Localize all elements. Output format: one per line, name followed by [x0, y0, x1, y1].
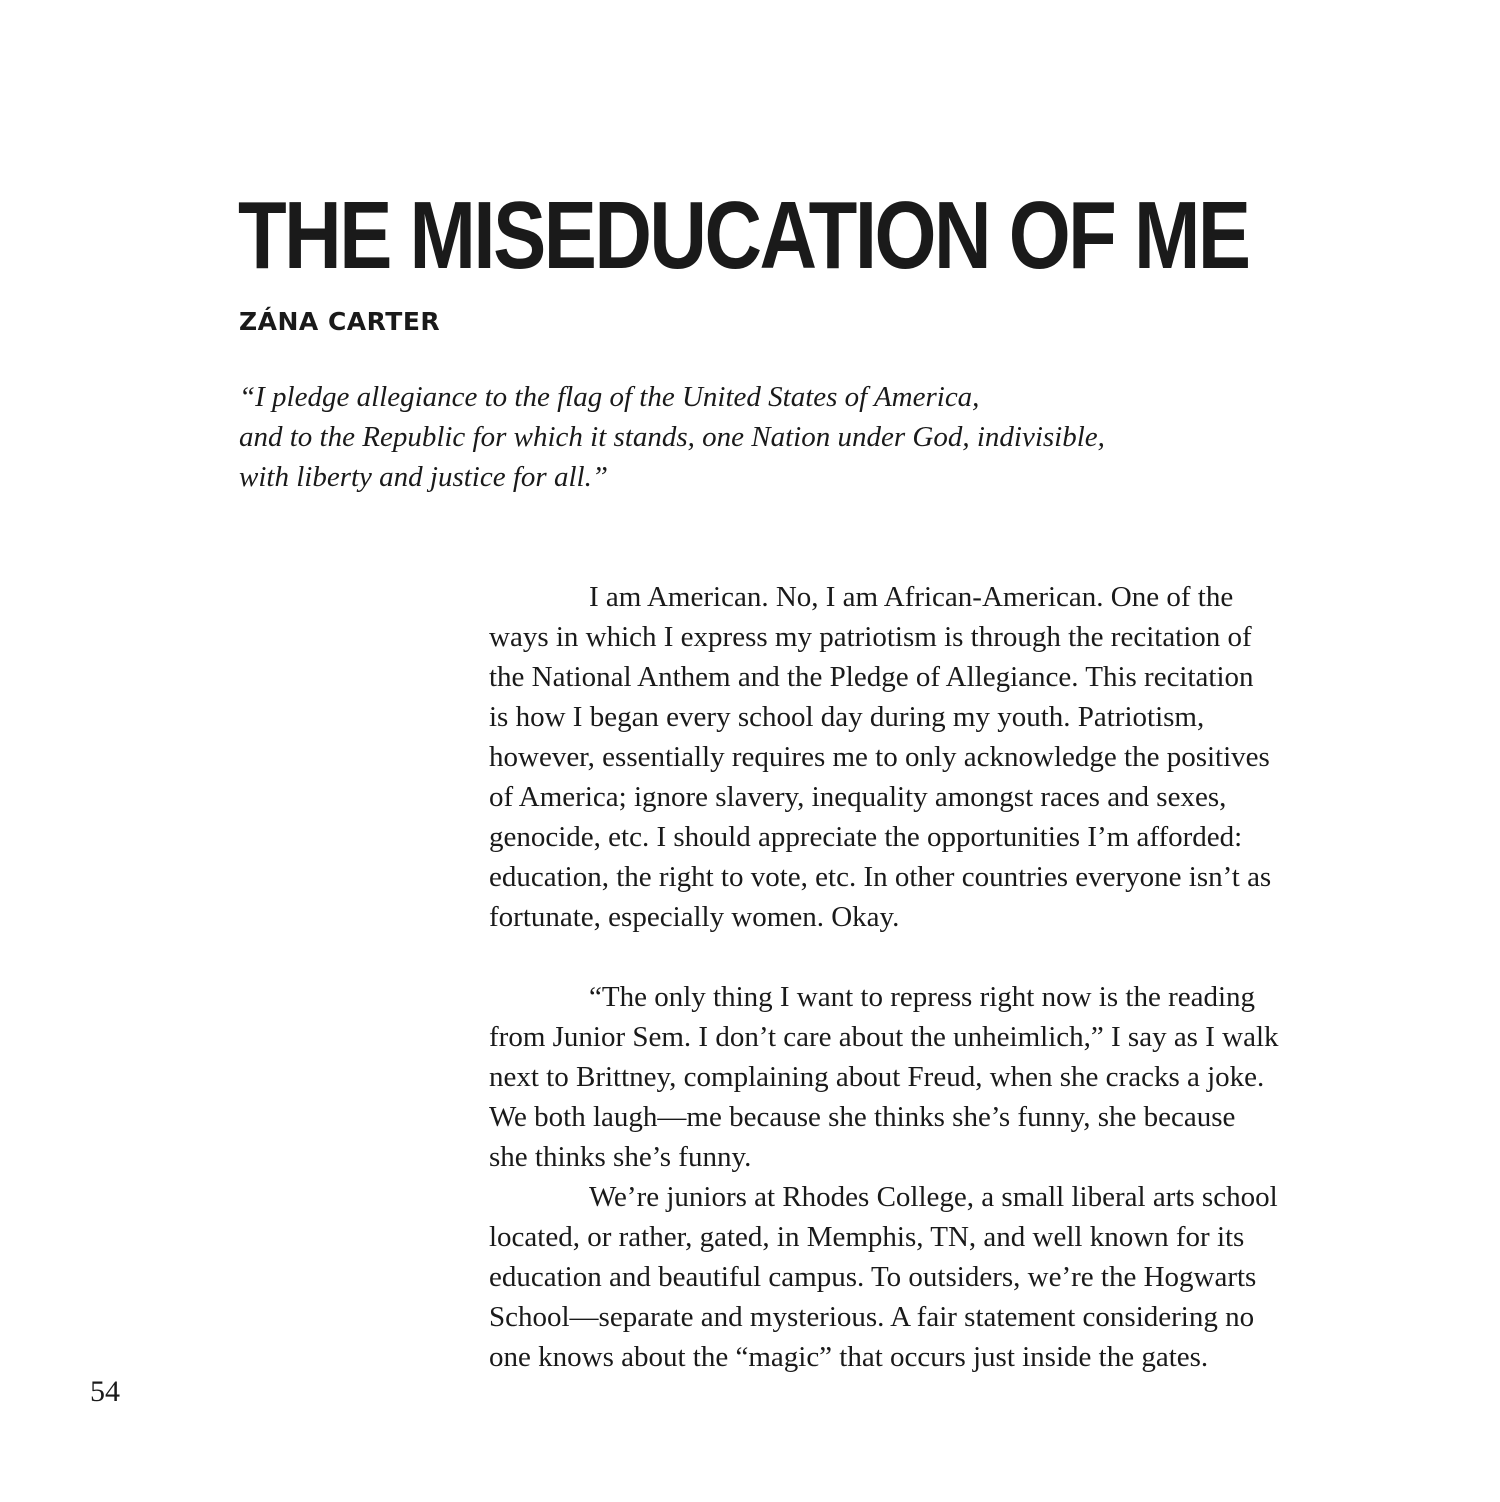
- text-line: next to Brittney, complaining about Freud, when she cracks a joke.: [489, 1061, 1265, 1093]
- text-line: “The only thing I want to repress right now is the reading: [589, 981, 1256, 1013]
- page-title: THE MISEDUCATION OF ME: [238, 182, 1249, 289]
- paragraph-gap: [489, 937, 1404, 977]
- text-line: located, or rather, gated, in Memphis, TN, and well known for its: [489, 1221, 1245, 1253]
- text-line: We’re juniors at Rhodes College, a small liberal arts school: [589, 1181, 1278, 1213]
- epigraph-line: “I pledge allegiance to the flag of the United States of America,: [239, 381, 980, 413]
- text-line: We both laugh—me because she thinks she’s funny, she because: [489, 1101, 1236, 1133]
- text-line: the National Anthem and the Pledge of Allegiance. This recitation: [489, 661, 1254, 693]
- text-line: one knows about the “magic” that occurs just inside the gates.: [489, 1341, 1209, 1373]
- epigraph-line: with liberty and justice for all.”: [239, 461, 608, 493]
- text-line: she thinks she’s funny.: [489, 1141, 752, 1173]
- text-line: genocide, etc. I should appreciate the opportunities I’m afforded:: [489, 821, 1243, 853]
- paragraph: [489, 577, 1404, 617]
- text-line: I am American. No, I am African-American. One of the: [589, 581, 1234, 613]
- epigraph-line: and to the Republic for which it stands, one Nation under God, indivisible,: [239, 421, 1105, 453]
- text-line: of America; ignore slavery, inequality amongst races and sexes,: [489, 781, 1227, 813]
- text-line: however, essentially requires me to only acknowledge the positives: [489, 741, 1270, 773]
- text-line: School—separate and mysterious. A fair statement considering no: [489, 1301, 1255, 1333]
- text-line: education, the right to vote, etc. In other countries everyone isn’t as: [489, 861, 1272, 893]
- text-line: from Junior Sem. I don’t care about the unheimlich,” I say as I walk: [489, 1021, 1279, 1053]
- author-name: ZÁNA CARTER: [239, 307, 441, 336]
- text-line: fortunate, especially women. Okay.: [489, 901, 900, 933]
- body-text: [489, 577, 1404, 1377]
- text-line: is how I began every school day during my youth. Patriotism,: [489, 701, 1205, 733]
- text-line: education and beautiful campus. To outsiders, we’re the Hogwarts: [489, 1261, 1257, 1293]
- paragraph: [489, 977, 1404, 1017]
- text-line: ways in which I express my patriotism is through the recitation of: [489, 621, 1252, 653]
- epigraph: [239, 377, 1319, 497]
- page-number: 54: [90, 1375, 120, 1408]
- paragraph: [489, 1177, 1404, 1217]
